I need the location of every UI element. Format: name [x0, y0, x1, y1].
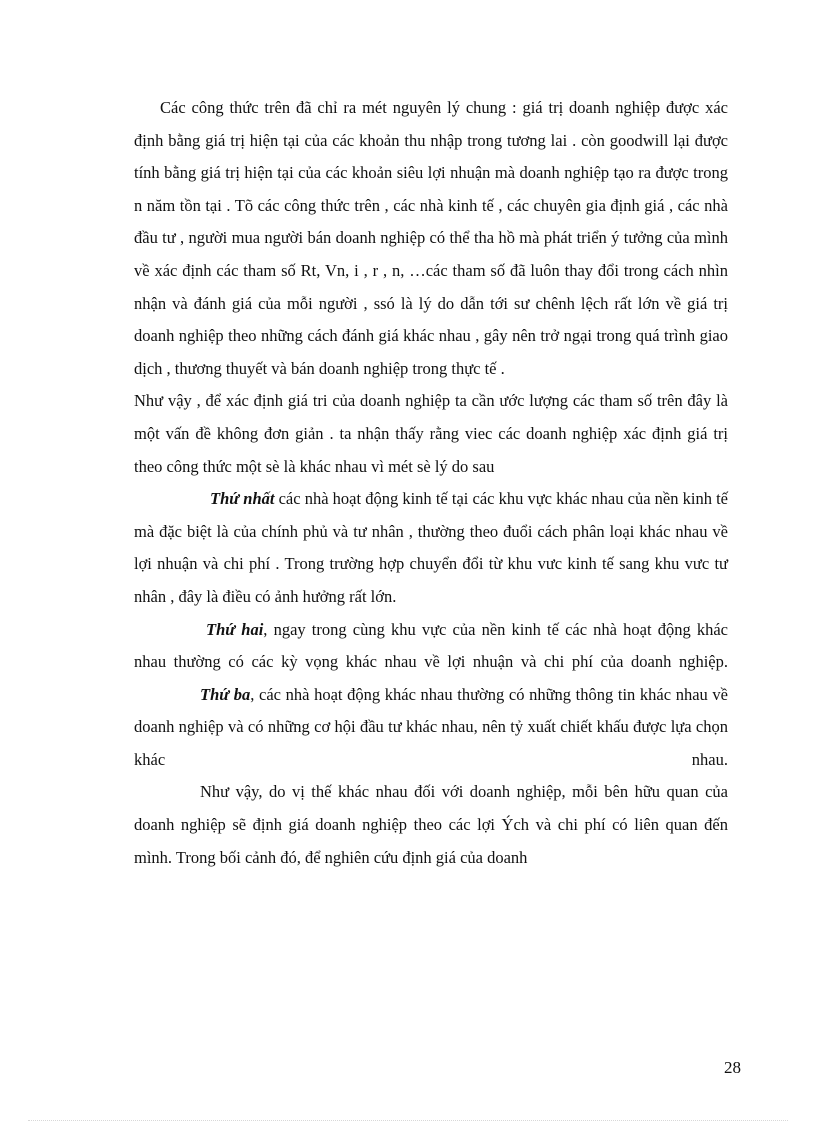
paragraph-5-text: , các nhà hoạt động khác nhau thường có những thông tin khác nhau về doanh nghiệp và có những cơ hội đầu tư khác nhau, nên tỷ xuất chiết khấu được lựa chọn khác nhau.	[134, 684, 728, 769]
paragraph-4	[134, 614, 728, 679]
paragraph-2	[134, 385, 728, 483]
paragraph-1	[134, 92, 728, 385]
paragraph-4-lead: Thứ hai	[206, 619, 264, 639]
footer-divider	[28, 1120, 788, 1121]
paragraph-5	[134, 679, 728, 777]
paragraph-1-text: Các công thức trên đã chỉ ra mét nguyên lý chung : giá trị doanh nghiệp được xác định bằng giá trị hiện tại của các khoản thu nhập trong tương lai . còn goodwill lại được tính bằng giá trị hiện tại của các khoản siêu lợi nhuận mà doanh nghiệp tạo ra được trong n năm tồn tại . Tõ các công thức trên , các nhà kinh tế , các chuyên gia định giá , các nhà đầu tư , người mua người bán doanh nghiệp có thể tha hồ mà phát triển ý tưởng của mình về xác định các tham số Rt, Vn, i , r , n, …các tham số đã luôn thay đổi trong cách nhìn nhận và đánh giá của mỗi người , ssó là lý do dẫn tới sư chênh lệch rất lớn về giá trị doanh nghiệp theo những cách đánh giá khác nhau , gây nên trở ngại trong quá trình giao dịch , thương thuyết và bán doanh nghiệp trong thực tế .	[134, 98, 728, 378]
paragraph-2-text: Như vậy , để xác định giá tri của doanh nghiệp ta cần ước lượng các tham số trên đây là một vấn đề không đơn giản . ta nhận thấy rằng viec các doanh nghiệp xác định giá trị theo công thức một sè là khác nhau vì mét sè lý do sau	[134, 391, 728, 476]
paragraph-6-text: Như vậy, do vị thế khác nhau đối với doanh nghiệp, mỗi bên hữu quan của doanh nghiệp sẽ định giá doanh nghiệp theo các lợi Ých và chi phí có liên quan đến mình. Trong bối cảnh đó, để nghiên cứu định giá của doanh	[134, 782, 728, 867]
paragraph-4-text: , ngay trong cùng khu vực của nền kinh tế các nhà hoạt động khác nhau thường có các kỳ vọng khác nhau về lợi nhuận và chi phí của doanh nghiệp.	[134, 619, 728, 672]
paragraph-3-lead: Thứ nhất	[210, 489, 275, 509]
paragraph-3	[134, 483, 728, 613]
paragraph-6	[134, 776, 728, 874]
body-text	[134, 92, 728, 874]
page-number: 28	[724, 1058, 741, 1077]
paragraph-5-lead: Thứ ba	[200, 684, 251, 704]
paragraph-3-text: các nhà hoạt động kinh tế tại các khu vực khác nhau của nền kinh tế mà đặc biệt là của chính phủ và tư nhân , thường theo đuổi cách phân loại khác nhau về lợi nhuận và chi phí . Trong trường hợp chuyển đổi từ khu vưc kinh tế sang khu vưc tư nhân , đây là điều có ảnh hưởng rất lớn.	[134, 489, 729, 606]
